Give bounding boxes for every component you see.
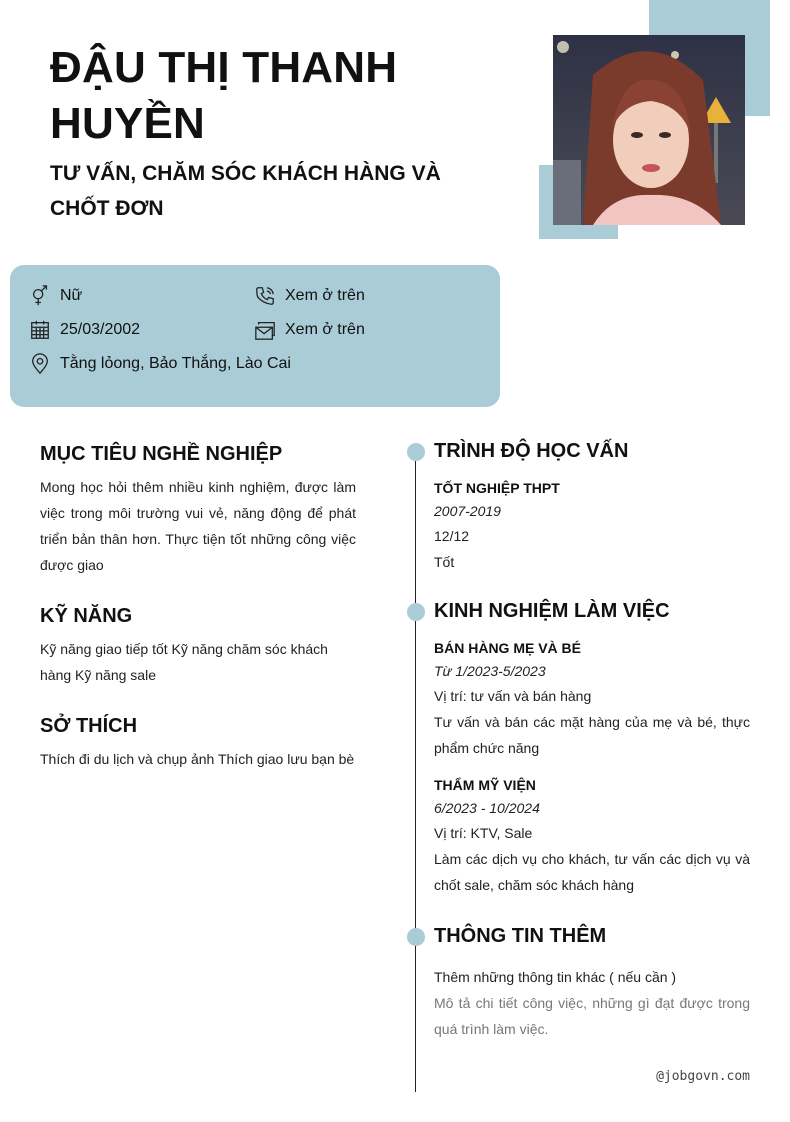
- watermark: @jobgovn.com: [656, 1069, 750, 1084]
- skills-text: Kỹ năng giao tiếp tốt Kỹ năng chăm sóc khách hàng Kỹ năng sale: [40, 641, 328, 683]
- contact-info-box: [10, 265, 500, 407]
- experience-item: [434, 637, 750, 761]
- experience-date: Từ 1/2023-5/2023: [434, 663, 546, 679]
- experience-title: KINH NGHIỆM LÀM VIỆC: [434, 600, 670, 622]
- education-date: 2007-2019: [434, 503, 501, 519]
- hobbies-text: Thích đi du lịch và chụp ảnh Thích giao lưu bạn bè: [40, 751, 355, 767]
- experience-description: Làm các dịch vụ cho khách, tư vấn các dịch vụ và chốt sale, chăm sóc khách hàng: [434, 851, 750, 893]
- email-value: Xem ở trên: [285, 321, 365, 338]
- birthdate-value: 25/03/2002: [60, 321, 141, 338]
- skills-title: KỸ NĂNG: [40, 605, 133, 627]
- experience-date: 6/2023 - 10/2024: [434, 800, 540, 816]
- additional-line-1: Thêm những thông tin khác ( nếu cần ): [434, 969, 677, 985]
- skills-section: [40, 602, 356, 688]
- location-icon: [29, 353, 51, 375]
- job-title: TƯ VẤN, CHĂM SÓC KHÁCH HÀNG VÀ CHỐT ĐƠN: [50, 162, 441, 220]
- additional-line-2: Mô tả chi tiết công việc, những gì đạt được trong quá trình làm việc.: [434, 995, 750, 1037]
- experience-company: BÁN HÀNG MẸ VÀ BÉ: [434, 640, 582, 656]
- timeline-dot-additional: [407, 928, 425, 946]
- calendar-icon: [29, 319, 51, 341]
- left-column: [40, 440, 356, 796]
- gender-icon: [29, 285, 51, 307]
- experience-item: [434, 774, 750, 898]
- education-grade: 12/12: [434, 528, 470, 544]
- gender-field: [29, 284, 82, 308]
- additional-section: [434, 922, 750, 1042]
- timeline-dot-experience: [407, 603, 425, 621]
- phone-value: Xem ở trên: [285, 287, 365, 304]
- hobbies-section: [40, 712, 356, 772]
- candidate-name: ĐẬU THỊ THANH HUYỀN: [50, 43, 398, 148]
- objective-text: Mong học hỏi thêm nhiều kinh nghiệm, được làm việc trong môi trường vui vẻ, năng động để phát triển bản thân hơn. Thực tiện tốt những công việc được giao: [40, 479, 356, 573]
- phone-icon: [254, 285, 276, 307]
- gender-value: Nữ: [60, 287, 83, 304]
- timeline-dot-education: [407, 443, 425, 461]
- email-icon: [254, 319, 276, 341]
- timeline-line: [415, 452, 416, 1092]
- experience-section: [434, 597, 750, 898]
- birthdate-field: [29, 318, 140, 342]
- hobbies-title: SỞ THÍCH: [40, 715, 138, 737]
- objective-section: [40, 440, 356, 578]
- objective-title: MỤC TIÊU NGHỀ NGHIỆP: [40, 443, 283, 465]
- email-field: [254, 318, 365, 342]
- education-title: TRÌNH ĐỘ HỌC VẤN: [434, 440, 629, 462]
- address-field: [29, 352, 291, 376]
- experience-position: Vị trí: KTV, Sale: [434, 825, 533, 841]
- phone-field: [254, 284, 365, 308]
- experience-description: Tư vấn và bán các mặt hàng của mẹ và bé, thực phẩm chức năng: [434, 714, 750, 756]
- education-school: TỐT NGHIỆP THPT: [434, 480, 560, 496]
- education-section: [434, 437, 750, 575]
- address-value: Tằng lỏong, Bảo Thắng, Lào Cai: [60, 355, 291, 372]
- additional-title: THÔNG TIN THÊM: [434, 925, 607, 947]
- experience-position: Vị trí: tư vấn và bán hàng: [434, 688, 592, 704]
- experience-company: THẨM MỸ VIỆN: [434, 777, 536, 793]
- education-rank: Tốt: [434, 554, 455, 570]
- profile-photo: [553, 35, 745, 225]
